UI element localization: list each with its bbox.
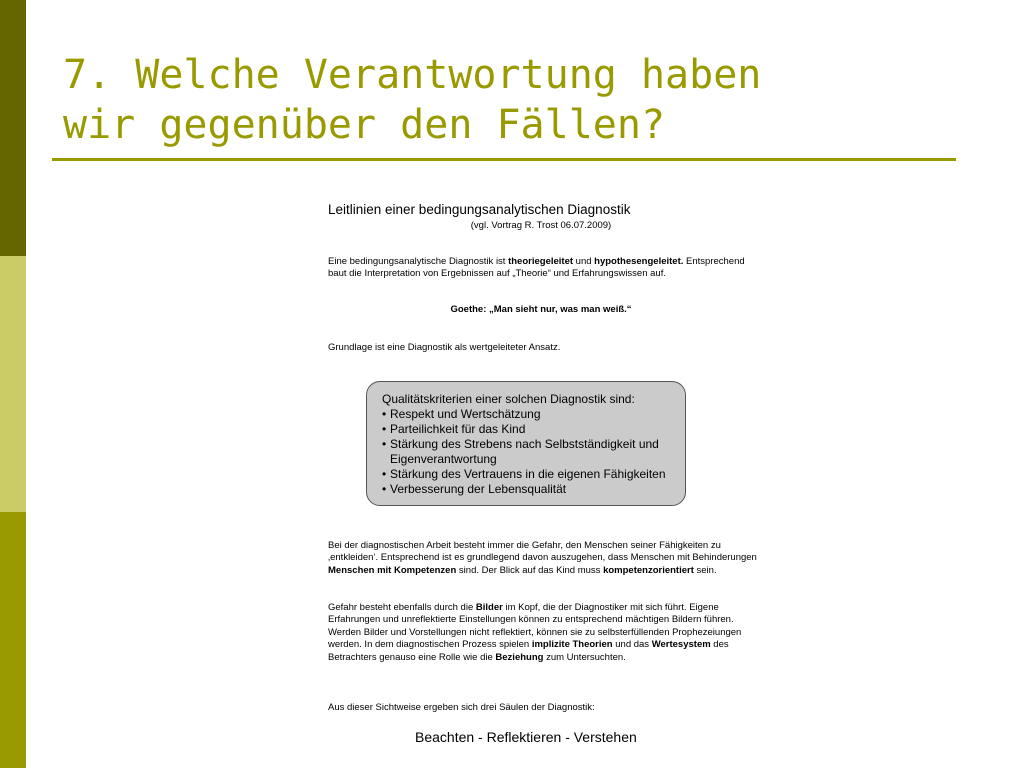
quality-criteria-item-text: Verbesserung der Lebensqualität [390, 482, 567, 496]
bold-term: implizite Theorien [531, 639, 613, 651]
text: des Betrachters genauso eine Rolle wie die [328, 639, 729, 663]
bold-term: hypothesengeleitet. [594, 256, 684, 267]
text: Eine bedingungsanalytische Diagnostik ist [328, 256, 509, 267]
paragraph-competence [328, 540, 758, 577]
text: sein. [693, 564, 717, 576]
paragraph-images [328, 602, 758, 664]
document-subheading: (vgl. Vortrag R. Trost 06.07.2009) [470, 220, 612, 231]
quality-criteria-item-text: Stärkung des Vertrauens in die eigenen Fähigkeiten [390, 467, 666, 481]
text: Bei der diagnostischen Arbeit besteht immer die Gefahr, den Menschen seiner Fähigkeiten zu ‚entkleiden‘. Entsprechend ist es grundlegend davon auszugehen, dass Menschen mit Behinderungen [328, 540, 757, 564]
text: sind. Der Blick auf das Kind muss [456, 564, 604, 576]
bold-term: Bilder [475, 602, 503, 613]
slide-title-line1: 7. Welche Verantwortung haben [63, 52, 762, 98]
bullet: • [382, 467, 387, 481]
slide-title-line2: wir gegenüber den Fällen? [63, 102, 666, 148]
text: im Kopf, die der Diagnostiker mit sich führt. Eigene Erfahrungen und unreflektierte Einstellungen können zu entsprechend mächtigen Bildern führen. Werden Bilder und Vorstellungen nicht reflektiert, können sie zu selbsterfüllenden Prophezeiungen werden. In dem diagnostischen Prozess spielen [328, 602, 742, 651]
quality-criteria-box [366, 381, 686, 506]
quality-criteria-item [382, 482, 685, 497]
text: zum Untersuchten. [543, 651, 626, 663]
sidebar-segment-dark [0, 0, 26, 256]
text: Entsprechend baut die Interpretation von Ergebnissen auf „Theorie“ und Erfahrungswissen auf. [328, 256, 745, 280]
quality-criteria-item-text: Stärkung des Strebens nach Selbstständigkeit und [390, 437, 659, 451]
sidebar-segment-light [0, 256, 26, 512]
text: Gefahr besteht ebenfalls durch die [328, 602, 476, 613]
title-underline [52, 158, 956, 161]
goethe-quote: Goethe: „Man sieht nur, was man weiß.“ [450, 304, 632, 315]
bullet: • [382, 437, 387, 451]
slide-title [63, 50, 963, 150]
paragraph-theory [328, 256, 758, 281]
quality-criteria-item [382, 467, 685, 482]
document-heading: Leitlinien einer bedingungsanalytischen Diagnostik [328, 202, 631, 217]
quality-criteria-item-continuation: Eigenverantwortung [390, 452, 497, 466]
quality-criteria-item [382, 407, 685, 422]
quality-criteria-item-text: Parteilichkeit für das Kind [390, 422, 526, 436]
quality-criteria-item [382, 422, 685, 437]
paragraph-three-pillars-intro: Aus dieser Sichtweise ergeben sich drei Säulen der Diagnostik: [328, 702, 595, 713]
bullet: • [382, 482, 387, 496]
three-pillars: Beachten - Reflektieren - Verstehen [415, 729, 637, 745]
sidebar-segment-olive [0, 512, 26, 768]
text: und [573, 256, 595, 267]
quality-criteria-intro: Qualitätskriterien einer solchen Diagnostik sind: [382, 392, 635, 406]
bold-term: Wertesystem [651, 639, 711, 651]
bold-term: Beziehung [495, 651, 544, 663]
bullet: • [382, 422, 387, 436]
quality-criteria-item [382, 437, 685, 452]
decorative-sidebar [0, 0, 26, 768]
paragraph-value-based: Grundlage ist eine Diagnostik als wertgeleiteter Ansatz. [328, 342, 561, 353]
text: und das [612, 639, 652, 651]
bullet: • [382, 407, 387, 421]
bold-term: theoriegeleitet [508, 256, 574, 267]
bold-term: Menschen mit Kompetenzen [328, 564, 457, 576]
bold-term: kompetenzorientiert [603, 564, 694, 576]
quality-criteria-item-text: Respekt und Wertschätzung [390, 407, 541, 421]
